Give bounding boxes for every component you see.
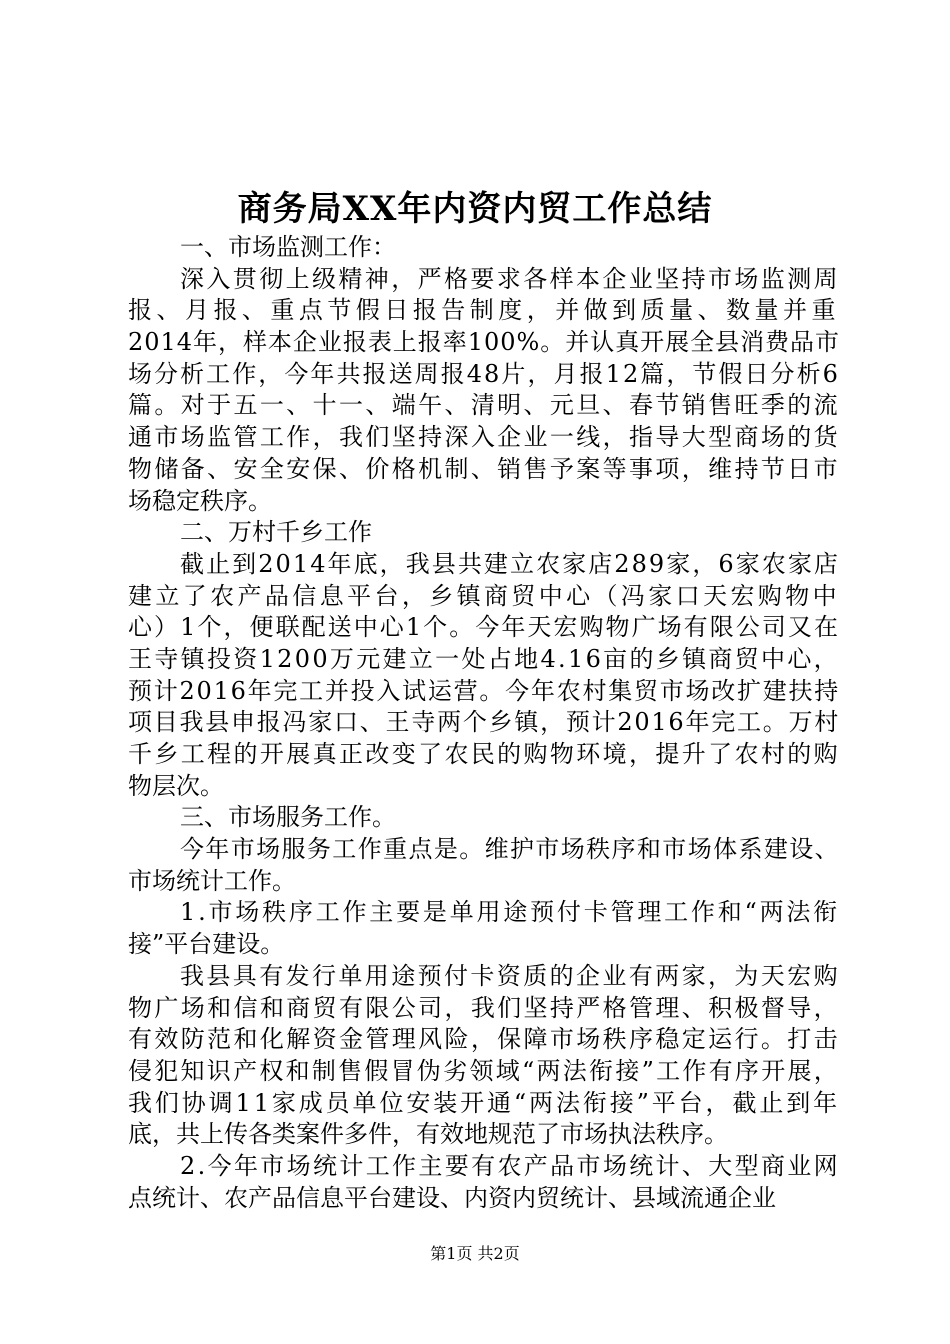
text-line: 1.市场秩序工作主要是单用途预付卡管理工作和“两法衔 xyxy=(180,898,840,927)
text-line: 报、月报、重点节假日报告制度，并做到质量、数量并重 xyxy=(128,296,840,325)
text-line: 一、市场监测工作： xyxy=(180,233,396,261)
text-line: 二、万村千乡工作 xyxy=(180,518,372,547)
text-line: 物储备、安全安保、价格机制、销售予案等事项，维持节日市 xyxy=(128,454,840,483)
text-line: 物广场和信和商贸有限公司，我们坚持严格管理、积极督导， xyxy=(128,993,840,1022)
text-line: 2.今年市场统计工作主要有农产品市场统计、大型商业网 xyxy=(180,1151,840,1180)
text-line: 千乡工程的开展真正改变了农民的购物环境，提升了农村的购 xyxy=(128,740,840,768)
text-line: 我县具有发行单用途预付卡资质的企业有两家，为天宏购 xyxy=(180,961,840,990)
text-line: 篇。对于五一、十一、端午、清明、元旦、春节销售旺季的流 xyxy=(128,391,840,420)
page-footer: 第1页 共2页 xyxy=(430,1244,520,1263)
text-line: 今年市场服务工作重点是。维护市场秩序和市场体系建设、 xyxy=(180,835,840,864)
text-line: 市场统计工作。 xyxy=(128,866,296,895)
text-line: 我们协调11家成员单位安装开通“两法衔接”平台，截止到年 xyxy=(128,1088,840,1117)
text-line: 场稳定秩序。 xyxy=(128,486,272,515)
text-line: 接”平台建设。 xyxy=(128,930,285,959)
text-line: 点统计、农产品信息平台建设、内资内贸统计、县域流通企业 xyxy=(128,1183,776,1212)
text-line: 通市场监管工作，我们坚持深入企业一线，指导大型商场的货 xyxy=(128,423,840,452)
text-line: 底，共上传各类案件多件，有效地规范了市场执法秩序。 xyxy=(128,1120,728,1149)
text-line: 物层次。 xyxy=(128,771,224,800)
text-line: 场分析工作，今年共报送周报48片，月报12篇，节假日分析6 xyxy=(128,359,840,388)
text-line: 项目我县申报冯家口、王寺两个乡镇，预计2016年完工。万村 xyxy=(128,708,840,737)
document-title: 商务局XX年内资内贸工作总结 xyxy=(237,189,713,229)
text-line: 侵犯知识产权和制售假冒伪劣领域“两法衔接”工作有序开展， xyxy=(128,1056,840,1085)
document-body xyxy=(128,232,840,1214)
text-line: 有效防范和化解资金管理风险，保障市场秩序稳定运行。打击 xyxy=(128,1025,840,1054)
text-line: 2014年，样本企业报表上报率100%。并认真开展全县消费品市 xyxy=(128,328,840,357)
text-line: 建立了农产品信息平台，乡镇商贸中心（冯家口天宏购物中 xyxy=(128,581,840,610)
text-line: 心）1个，便联配送中心1个。今年天宏购物广场有限公司又在 xyxy=(128,613,840,642)
text-line: 预计2016年完工并投入试运营。今年农村集贸市场改扩建扶持 xyxy=(128,676,840,705)
text-line: 王寺镇投资1200万元建立一处占地4.16亩的乡镇商贸中心， xyxy=(128,644,840,673)
text-line: 深入贯彻上级精神，严格要求各样本企业坚持市场监测周 xyxy=(180,264,840,293)
text-line: 截止到2014年底，我县共建立农家店289家，6家农家店 xyxy=(180,549,840,578)
text-line: 三、市场服务工作。 xyxy=(180,803,396,832)
